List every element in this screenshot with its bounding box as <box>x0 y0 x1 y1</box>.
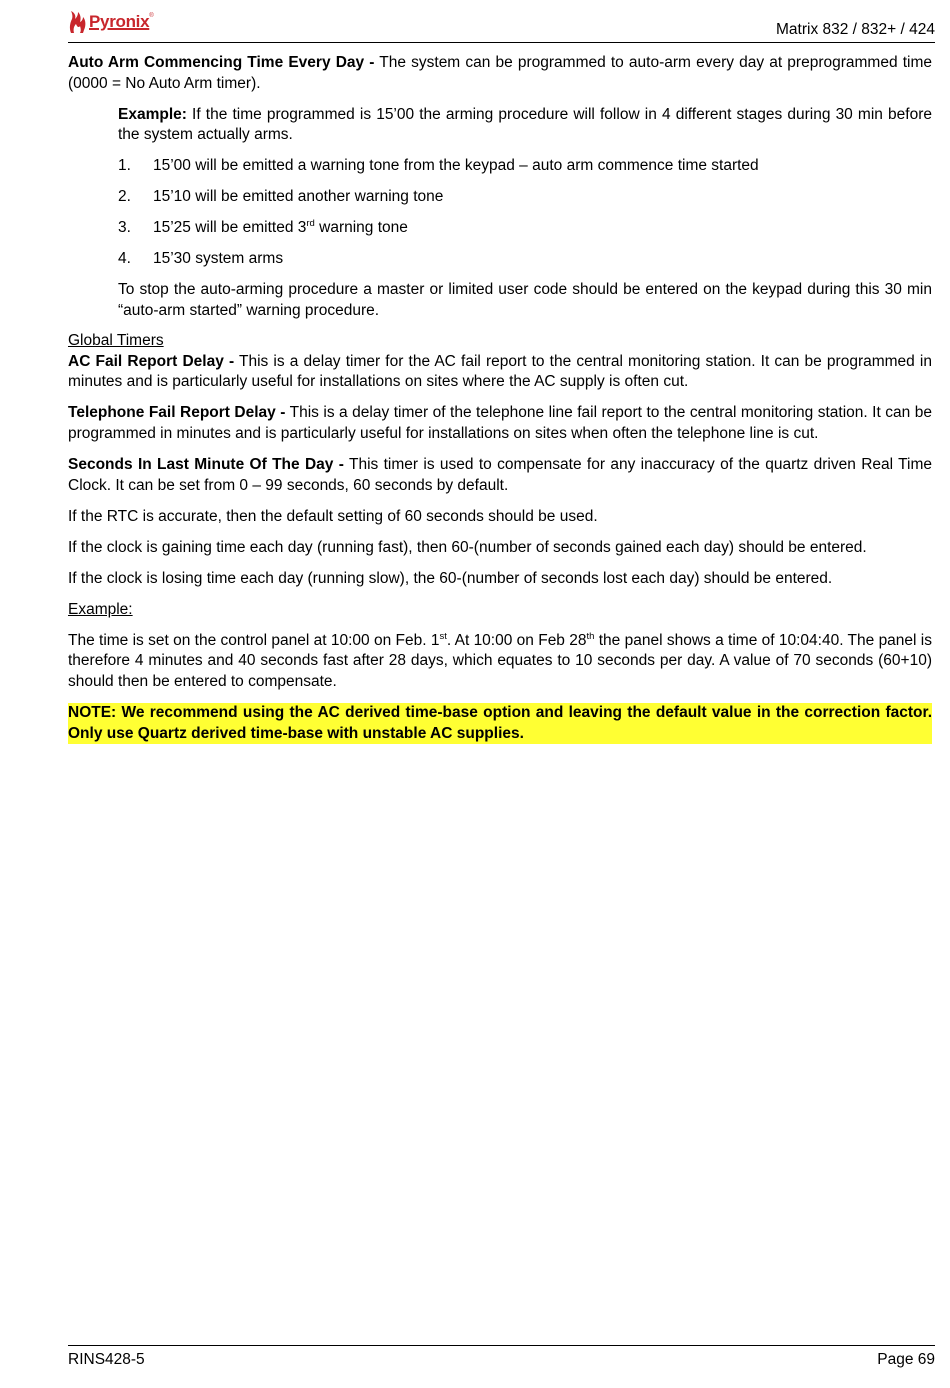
auto-arm-paragraph <box>68 53 932 94</box>
ac-fail-text: This is a delay timer for the AC fail report to the central monitoring station. It can be programmed in minutes and is particularly useful for installations on sites where the AC supply is often cut. <box>68 352 932 391</box>
example-text-a: The time is set on the control panel at 10:00 on Feb. 1 <box>68 631 440 649</box>
list-item <box>118 187 932 208</box>
list-text <box>153 218 408 239</box>
pyronix-logo <box>68 10 154 34</box>
page-header <box>68 8 935 43</box>
seconds-last-minute-paragraph <box>68 455 932 496</box>
page-content <box>68 53 932 755</box>
list-text-a: 15’25 will be emitted 3 <box>153 219 307 237</box>
list-number: 1. <box>118 157 131 175</box>
list-item <box>118 156 932 177</box>
flame-icon <box>68 10 88 34</box>
ac-fail-label: AC Fail Report Delay - <box>68 352 235 370</box>
logo-text: Pyronix <box>89 12 150 31</box>
seconds-last-minute-text: This timer is used to compensate for any inaccuracy of the quartz driven Real Time Clock. It can be set from 0 – 99 seconds, 60 seconds by default. <box>68 455 932 494</box>
document-title: Matrix 832 / 832+ / 424 <box>776 21 935 38</box>
clock-losing-paragraph: If the clock is losing time each day (running slow), the 60-(number of seconds lost each day) should be entered. <box>68 569 833 587</box>
page-footer <box>68 1345 935 1368</box>
example-text-b: . At 10:00 on Feb 28 <box>446 631 587 649</box>
stop-auto-arm-paragraph: To stop the auto-arming procedure a master or limited user code should be entered on the keypad during this 30 min “auto-arm started” warning procedure. <box>118 281 932 320</box>
list-item <box>118 249 932 270</box>
clock-gaining-paragraph: If the clock is gaining time each day (running fast), then 60-(number of seconds gained each day) should be entered. <box>68 538 867 556</box>
example-text: If the time programmed is 15’00 the arming procedure will follow in 4 different stages during 30 min before the system actually arms. <box>118 105 932 144</box>
list-number: 2. <box>118 188 131 206</box>
telephone-fail-text: This is a delay timer of the telephone line fail report to the central monitoring station. It can be programmed in minutes and is particularly useful for installations on sites when often the telephone line is cut. <box>68 404 932 442</box>
list-number: 3. <box>118 219 131 237</box>
page-number: Page 69 <box>877 1351 935 1368</box>
list-text: 15’00 will be emitted a warning tone from the keypad – auto arm commence time started <box>153 157 759 175</box>
list-text: 15’30 system arms <box>153 250 284 268</box>
example-paragraph <box>68 631 932 693</box>
list-text-b: warning tone <box>314 219 408 237</box>
telephone-fail-label: Telephone Fail Report Delay - <box>68 404 286 422</box>
ordinal-superscript: st <box>439 630 447 642</box>
telephone-fail-paragraph <box>68 403 932 444</box>
ac-fail-paragraph <box>68 352 932 393</box>
rtc-accurate-paragraph: If the RTC is accurate, then the default setting of 60 seconds should be used. <box>68 507 598 525</box>
trademark-mark: ® <box>149 13 154 19</box>
example-text-c: the panel shows a time of 10:04:40. The panel is therefore 4 minutes and 40 seconds fast after 28 days, which equates to 10 seconds per day. A value of 70 seconds (60+10) should then be entered to compensate. <box>68 631 932 691</box>
auto-arm-heading: Auto Arm Commencing Time Every Day - <box>68 54 375 71</box>
note-highlight: NOTE: We recommend using the AC derived time-base option and leaving the default value in the correction factor. Only use Quartz derived time-base with unstable AC supplies. <box>68 703 932 744</box>
example-label: Example: <box>118 105 187 123</box>
ordinal-superscript: rd <box>306 218 315 230</box>
example-heading: Example: <box>68 600 133 618</box>
global-timers-heading: Global Timers <box>68 331 164 349</box>
auto-arm-example <box>118 105 932 146</box>
document-reference: RINS428-5 <box>68 1351 145 1368</box>
ordinal-superscript: th <box>586 630 595 642</box>
list-number: 4. <box>118 250 131 268</box>
auto-arm-text: The system can be programmed to auto-arm every day at preprogrammed time (0000 = No Auto Arm timer). <box>68 54 932 92</box>
list-text: 15’10 will be emitted another warning tone <box>153 188 444 206</box>
list-item <box>118 218 932 239</box>
seconds-last-minute-label: Seconds In Last Minute Of The Day - <box>68 455 344 473</box>
